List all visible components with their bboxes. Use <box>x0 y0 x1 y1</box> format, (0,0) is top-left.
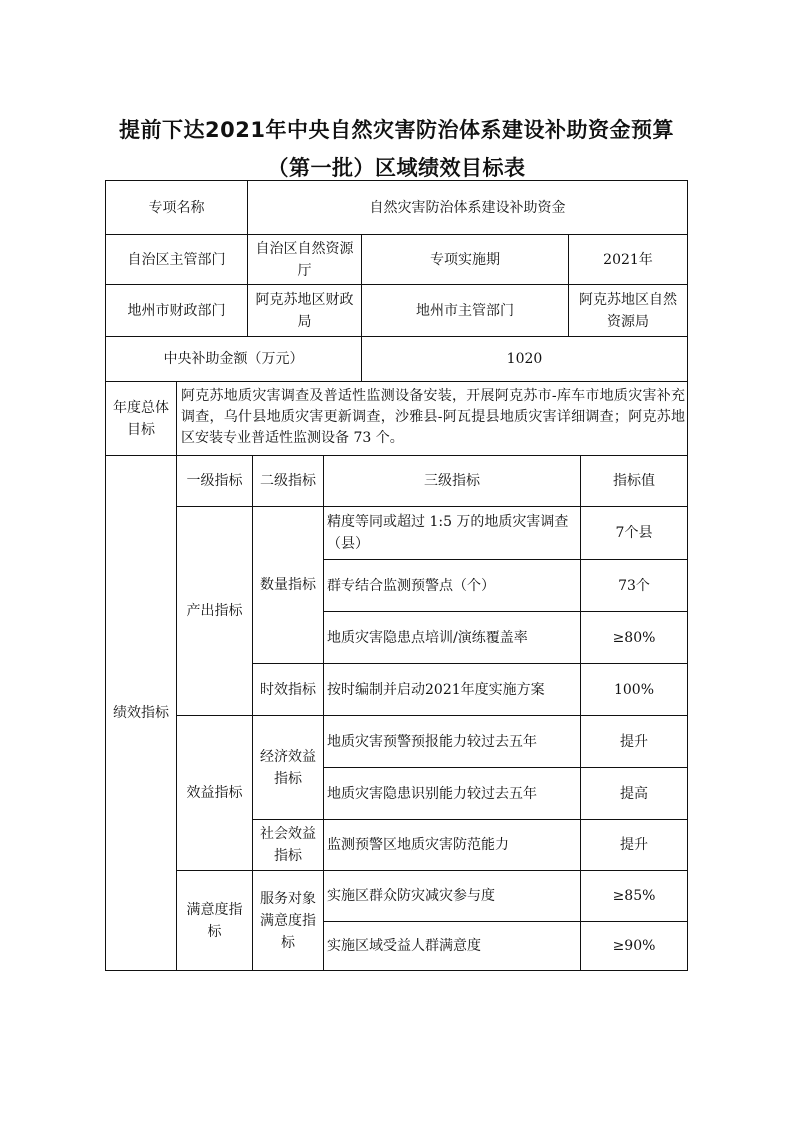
level2-timeliness: 时效指标 <box>252 663 323 715</box>
region-dept-value: 自治区自然资源厅 <box>247 234 361 284</box>
level1-output: 产出指标 <box>176 506 252 715</box>
goal-text: 阿克苏地质灾害调查及普适性监测设备安装，开展阿克苏市-库车市地质灾害补充调查，乌什县地质灾害更新调查，沙雅县-阿瓦提县地质灾害详细调查；阿克苏地区安装专业普适性监测设备 73 个。 <box>176 381 688 455</box>
level1-satisfaction: 满意度指标 <box>176 870 252 971</box>
city-dept-label: 地州市主管部门 <box>361 284 568 336</box>
level3-item: 地质灾害隐患点培训/演练覆盖率 <box>323 611 580 663</box>
period-label: 专项实施期 <box>361 234 568 284</box>
amount-value: 1020 <box>361 336 688 381</box>
amount-label: 中央补助金额（万元） <box>105 336 361 381</box>
indicator-value: 提升 <box>580 819 688 870</box>
finance-dept-value: 阿克苏地区财政局 <box>247 284 361 336</box>
level3-item: 地质灾害预警预报能力较过去五年 <box>323 715 580 767</box>
level3-item: 实施区域受益人群满意度 <box>323 921 580 971</box>
project-name-label: 专项名称 <box>105 180 247 234</box>
col-level1-header: 一级指标 <box>176 455 252 506</box>
col-level3-header: 三级指标 <box>323 455 580 506</box>
indicator-value: 100% <box>580 663 688 715</box>
finance-dept-label: 地州市财政部门 <box>105 284 247 336</box>
region-dept-label: 自治区主管部门 <box>105 234 247 284</box>
indicator-value: ≥85% <box>580 870 688 921</box>
indicator-value: ≥90% <box>580 921 688 971</box>
goal-label: 年度总体目标 <box>105 381 176 455</box>
project-name-value: 自然灾害防治体系建设补助资金 <box>247 180 688 234</box>
page-title-line2: （第一批）区域绩效目标表 <box>267 156 526 180</box>
performance-target-table <box>105 180 688 971</box>
indicators-section-label: 绩效指标 <box>105 455 176 971</box>
col-value-header: 指标值 <box>580 455 688 506</box>
level3-item: 监测预警区地质灾害防范能力 <box>323 819 580 870</box>
col-level2-header: 二级指标 <box>252 455 323 506</box>
indicator-value: 73个 <box>580 559 688 611</box>
level2-service: 服务对象满意度指标 <box>252 870 323 971</box>
level2-social: 社会效益指标 <box>252 819 323 870</box>
level3-item: 精度等同或超过 1:5 万的地质灾害调查（县） <box>323 506 580 559</box>
indicator-value: 提高 <box>580 767 688 819</box>
period-value: 2021年 <box>568 234 688 284</box>
page-title-line1: 提前下达2021年中央自然灾害防治体系建设补助资金预算 <box>119 118 674 142</box>
city-dept-value: 阿克苏地区自然资源局 <box>568 284 688 336</box>
indicator-value: 7个县 <box>580 506 688 559</box>
level3-item: 群专结合监测预警点（个） <box>323 559 580 611</box>
indicator-value: 提升 <box>580 715 688 767</box>
level3-item: 实施区群众防灾减灾参与度 <box>323 870 580 921</box>
level3-item: 地质灾害隐患识别能力较过去五年 <box>323 767 580 819</box>
indicator-value: ≥80% <box>580 611 688 663</box>
level2-economic: 经济效益指标 <box>252 715 323 819</box>
level3-item: 按时编制并启动2021年度实施方案 <box>323 663 580 715</box>
level2-quantity: 数量指标 <box>252 506 323 663</box>
level1-benefit: 效益指标 <box>176 715 252 870</box>
